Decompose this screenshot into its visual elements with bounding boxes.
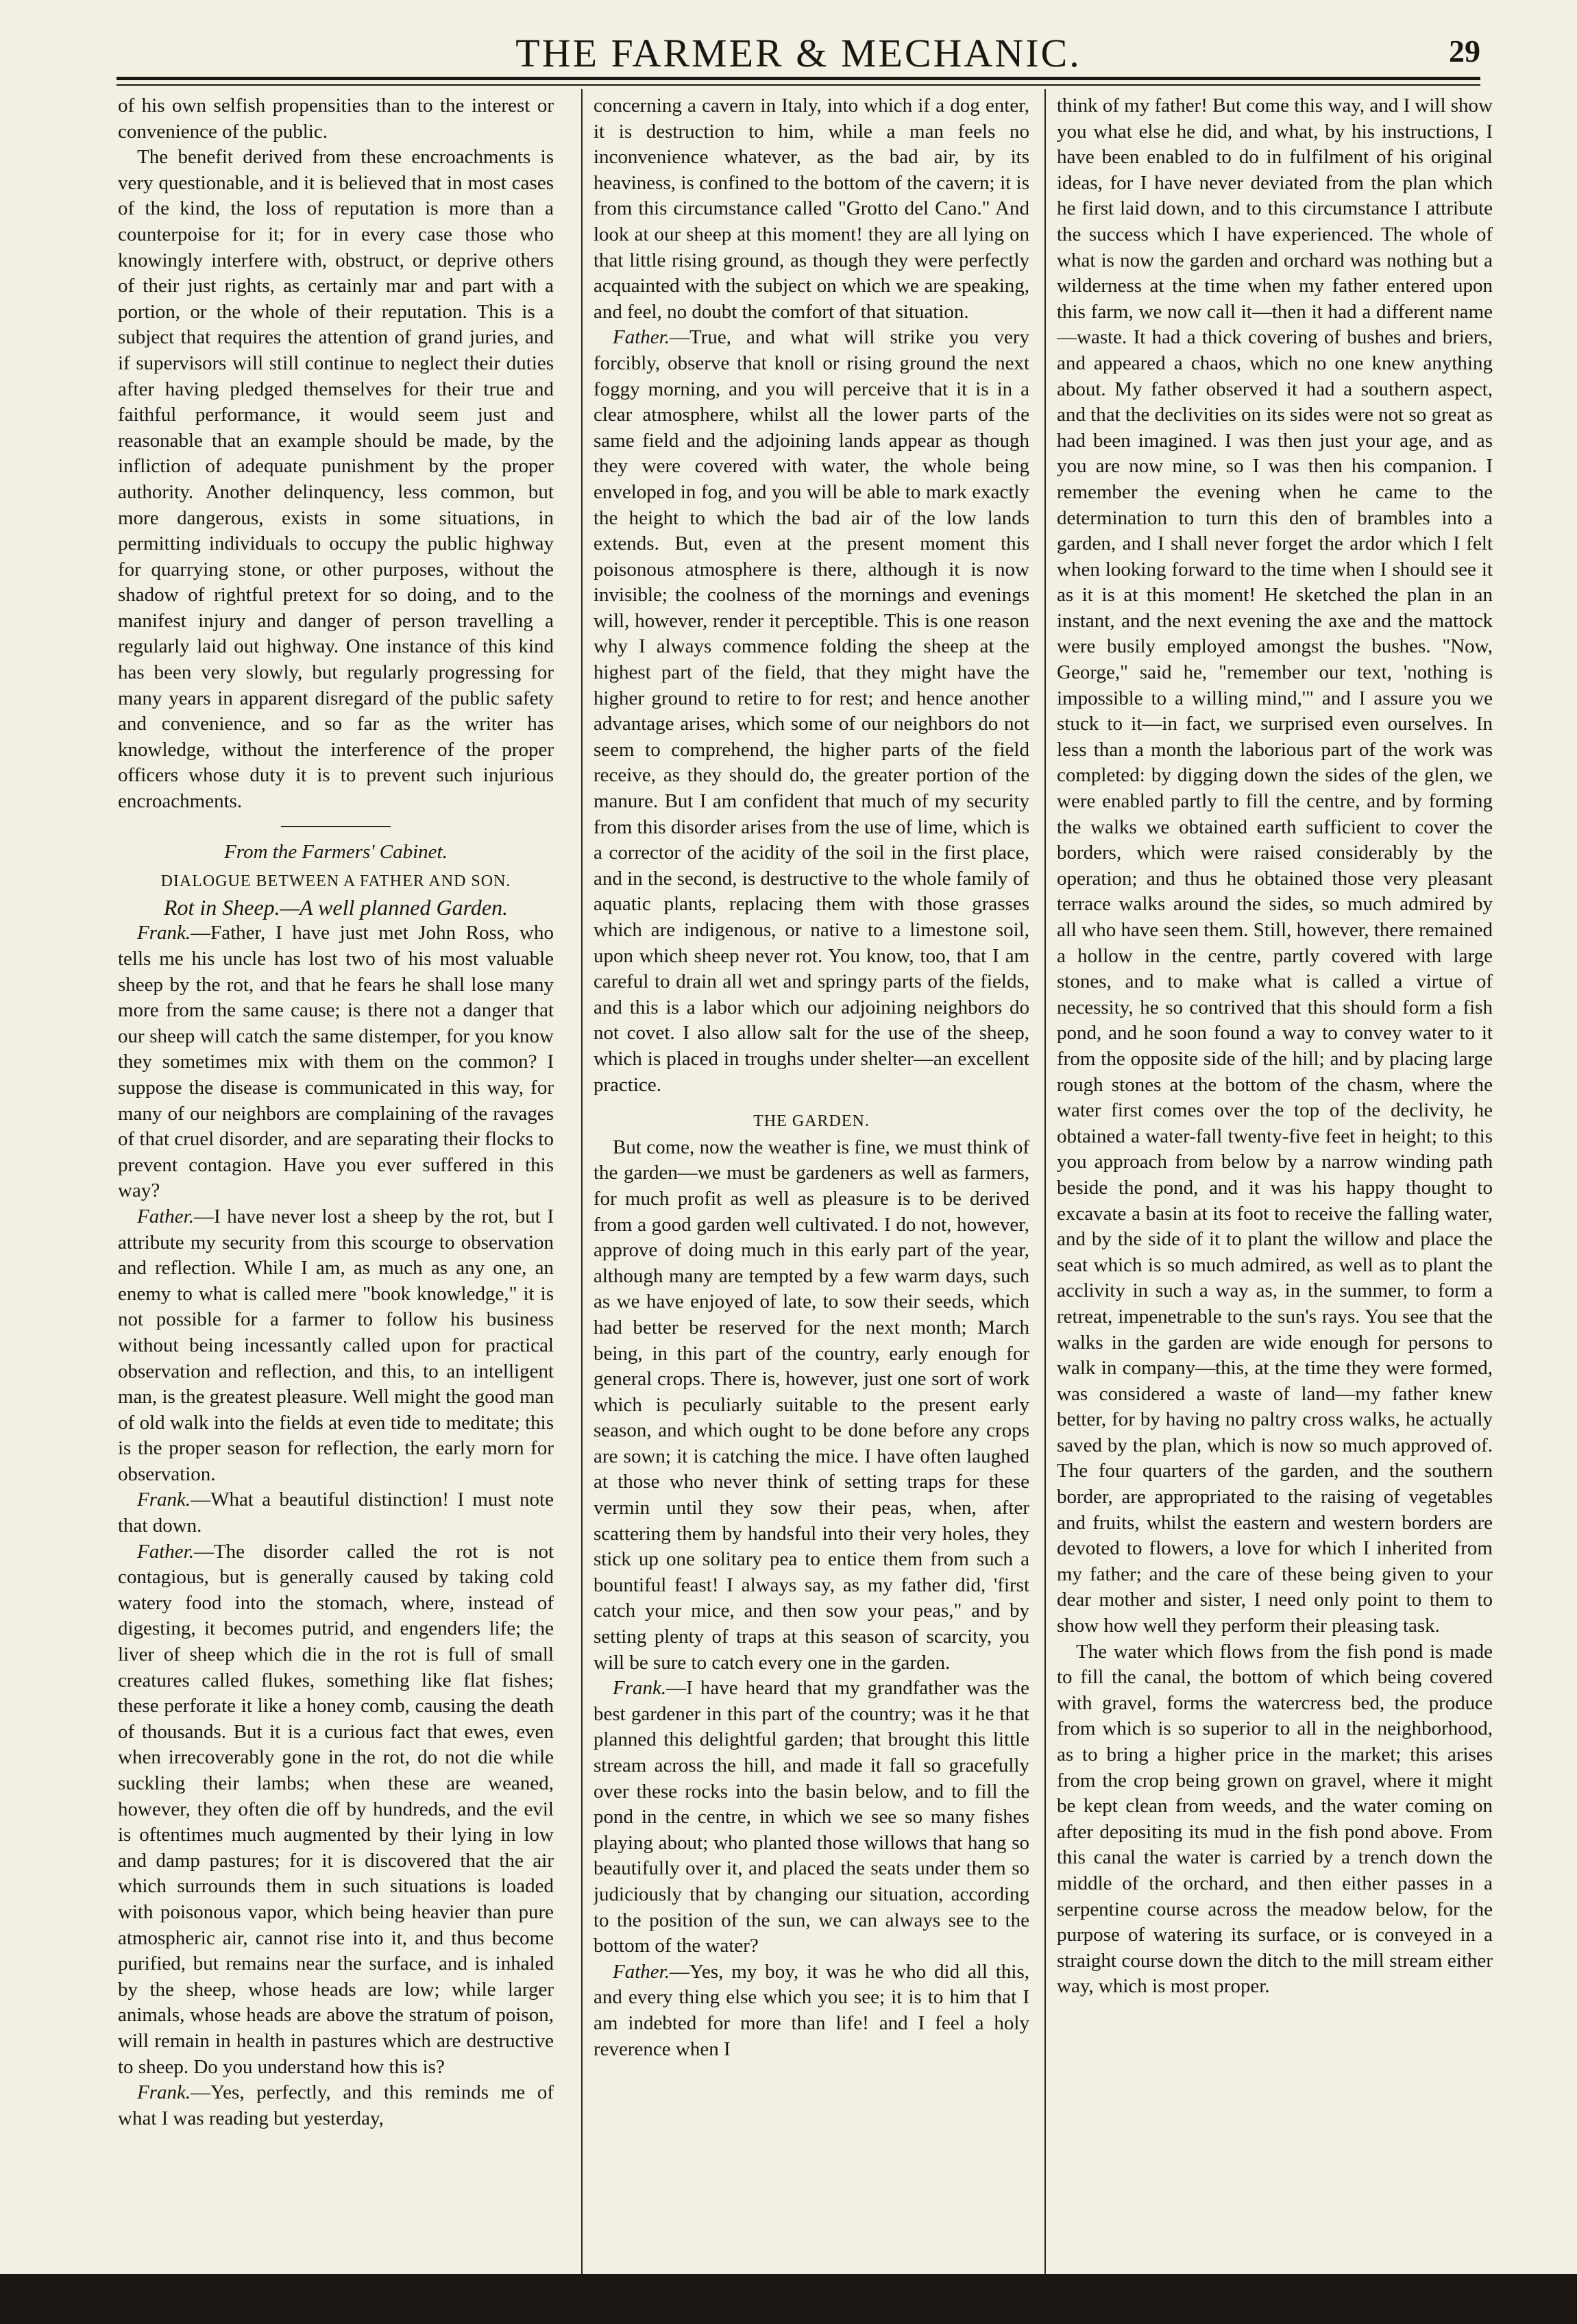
speaker-label: Father. <box>613 1960 670 1983</box>
speaker-label: Frank. <box>613 1677 667 1700</box>
speaker-label: Frank. <box>137 1489 191 1511</box>
speaker-label: Father. <box>613 326 670 349</box>
speaker-label: Frank. <box>137 2081 191 2104</box>
dialogue-text: —The disorder called the rot is not contagious, but is generally caused by taking cold watery food into the stomach, where, instead of digesting, it becomes putrid, and engenders life; the liver of sheep which die in the rot is full of small creatures called flukes, something like flat fishes; these perforate it like a honey comb, causing the death of thousands. But it is a curious fact that ewes, even when irrecoverably gone in the rot, do not die while suckling their lambs; when these are weaned, however, they often die off by hundreds, and the evil is oftentimes much augmented by their lying in low and damp pastures; for it is discovered that the air which surrounds them in such situations is loaded with poisonous vapor, which being heavier than pure atmospheric air, cannot rise into it, and thus become purified, but remains near the surface, and is inhaled by the sheep, whose heads are low; while larger animals, whose heads are above the stratum of poison, will remain in health in pastures which are destructive to sheep. Do you understand how this is? <box>118 1540 554 2078</box>
speaker-label: Father. <box>137 1205 194 1227</box>
header-rule <box>117 77 1480 80</box>
paragraph: of his own selfish propensities than to the interest or convenience of the public. <box>118 95 554 143</box>
section-heading: THE GARDEN. <box>753 1112 870 1131</box>
dialogue-text: —True, and what will strike you very forcibly, observe that knoll or rising ground the next foggy morning, and you will perceive that it is in a clear atmosphere, whilst all the lower parts of the same field and the adjoining lands appear as though they were covered with water, the whole being enveloped in fog, and you will be able to mark exactly the height to which the bad air of the low lands extends. But, even at the present moment this poisonous atmosphere is there, although it is now invisible; the coolness of the mornings and evenings will, however, render it perceptible. This is one reason why I always commence folding the sheep at the highest part of the field, that they might have the higher ground to retire to for rest; and hence another advantage arises, which some of our neighbors do not seem to comprehend, the higher parts of the field receive, as they should do, the greater portion of the manure. But I am confident that much of my security from this disorder arises from the use of lime, which is a corrector of the acidity of the soil in the first place, and in the second, is destructive to the whole family of aquatic plants, replacing them with those grasses which are indigenous, or native to a limestone soil, upon which sheep never rot. You know, too, that I am careful to drain all wet and springy parts of the fields, and this is a labor which our adjoining neighbors do not covet. I also allow salt for the use of the sheep, which is placed in troughs under shelter—an excellent practice. <box>594 326 1029 1096</box>
page-header <box>117 26 1480 81</box>
paragraph <box>594 325 1029 1098</box>
paragraph <box>118 1539 554 2080</box>
paragraph: The benefit derived from these encroachments is very questionable, and it is believed that in most cases of the kind, the loss of reputation is more than a counterpoise for it; for in every case those who knowingly interfere with, obstruct, or deprive others of their just rights, as certainly mar and part with a portion, or the whole of their reputation. This is a subject that requires the attention of grand juries, and if supervisors will still continue to neglect their duties after having pledged themselves for their true and faithful performance, it would seem just and reasonable that an example should be made, by the infliction of adequate punishment by the proper authority. Another delinquency, less common, but more dangerous, exists in some situations, in permitting individuals to occupy the public highway for quarrying stone, or other purposes, without the shadow of rightful pretext for so doing, and to the manifest injury and danger of person travelling a regularly laid out highway. One instance of this kind has been very slowly, but regularly progressing for many years in apparent disregard of the public safety and convenience, and so far as the writer has knowledge, without the interference of the proper officers whose duty it is to prevent such injurious encroachments. <box>118 146 554 813</box>
column-divider <box>581 89 583 2275</box>
column-middle <box>594 93 1029 2273</box>
paragraph <box>118 1487 554 1539</box>
paragraph: think of my father! But come this way, and I will show you what else he did, and what, by his instructions, I have been enabled to do in fulfilment of his original ideas, for I have never deviated from the plan which he first laid down, and to this circumstance I attribute the success which I have experienced. The whole of what is now the garden and orchard was nothing but a wilderness at the time when my father entered upon this farm, we now call it—then it had a different name—waste. It had a thick covering of bushes and briers, and appeared a chaos, which no one knew anything about. My father observed it had a southern aspect, and that the declivities on its sides were not so great as had been imagined. I was then just your age, and as you are now mine, so I was then his companion. I remember the evening when he came to the determination to turn this den of brambles into a garden, and I shall never forget the ardor which I felt when looking forward to the time when I should see it as it is at this moment! He sketched the plan in an instant, and the next evening the axe and the mattock were busily employed amongst the bushes. "Now, George," said he, "remember our text, 'nothing is impossible to a willing mind,'" and I assure you we stuck to it—in fact, we surprised even ourselves. In less than a month the laborious part of the work was completed: by digging down the sides of the glen, we were enabled partly to fill the centre, and by forming the walks we obtained earth sufficient to cover the borders, which were raised considerably by the operation; and thus he obtained those very pleasant terrace walks around the sides, so much admired by all who have seen them. Still, however, there remained a hollow in the centre, partly covered with large stones, and to make what is called a virtue of necessity, he so contrived that this should form a fish pond, and he soon found a way to convey water to it from the opposite side of the hill; and by placing large rough stones at the bottom of the chasm, where the water first comes over the top of the declivity, he obtained a water-fall twenty-five feet in height; to this you approach from below by a narrow winding path beside the pond, and it was his happy thought to excavate a basin at its foot to receive the falling water, and by the side of it to plant the willow and place the seat which is so much admired, as well as to plant the acclivity in such a way as, in the summer, to form a retreat, impenetrable to the sun's rays. You see that the walks in the garden are wide enough for persons to walk in company—this, at the time they were formed, was considered a waste of land—my father knew better, for by having no paltry cross walks, he actually saved by the plan, which is now so much approved of. The four quarters of the garden, and the southern border, are appropriated to the raising of vegetables and fruits, whilst the eastern and western borders are devoted to flowers, a love for which I inherited from my father; and the care of these being given to your dear mother and sister, I need only point to them to show how well they perform their pleasing task. <box>1057 95 1493 1637</box>
header-rule-thin <box>117 84 1480 86</box>
section-rule <box>281 826 391 827</box>
speaker-label: Father. <box>137 1540 194 1563</box>
article-source: From the Farmers' Cabinet. <box>224 840 448 863</box>
dialogue-text: —Father, I have just met John Ross, who tells me his uncle has lost two of his most valuable sheep by the rot, and that he fears he shall lose many more from the same cause; is there not a danger that our sheep will catch the same distemper, for you know they sometimes mix with them on the common? I suppose the disease is communicated in this way, for many of our neighbors are complaining of the ravages of that cruel disorder, and are separating their flocks to prevent contagion. Have you ever suffered in this way? <box>118 922 554 1202</box>
column-divider <box>1044 89 1046 2275</box>
running-title: THE FARMER & MECHANIC. <box>515 31 1081 75</box>
scan-edge-border <box>0 2274 1577 2324</box>
speaker-label: Frank. <box>137 922 191 944</box>
dialogue-text: —I have heard that my grandfather was the best gardener in this part of the country; was it he that planned this delightful garden; that brought this little stream across the hill, and made it fall so gracefully over these rocks into the basin below, and to fill the pond in the centre, in which we see so many fishes playing about; who planted those willows that hang so beautifully over it, and placed the seats under them so judiciously that by changing our situation, according to the position of the sun, we can always see to the bottom of the water? <box>594 1677 1029 1957</box>
paragraph <box>118 920 554 1204</box>
column-left <box>118 93 554 2273</box>
column-right <box>1057 93 1493 2273</box>
article-subtitle: Rot in Sheep.—A well planned Garden. <box>163 894 509 920</box>
paragraph <box>594 1959 1029 2062</box>
paragraph <box>594 1676 1029 1959</box>
paragraph <box>118 2080 554 2131</box>
page-number: 29 <box>1449 34 1480 69</box>
dialogue-text: —Yes, perfectly, and this reminds me of what I was reading but yesterday, <box>118 2081 554 2129</box>
paragraph: concerning a cavern in Italy, into which if a dog enter, it is destruction to him, while a man feels no inconvenience whatever, as the bad air, by its heaviness, is confined to the bottom of the cavern; it is from this circumstance called "Grotto del Cano." And look at our sheep at this moment! they are all lying on that little rising ground, as though they were perfectly acquainted with the subject on which we are speaking, and feel, no doubt the comfort of that situation. <box>594 95 1029 323</box>
paragraph: The water which flows from the fish pond is made to fill the canal, the bottom of which being covered with gravel, forms the watercress bed, the produce from which is so superior to all in the neighborhood, as to bring a higher price in the market; this arises from the crop being grown on gravel, where it might be kept clean from weeds, and the water coming on after depositing its mud in the fish pond above. From this canal the water is carried by a trench down the middle of the orchard, and then either passes in a serpentine course across the meadow below, for the purpose of watering its surface, or is conveyed in a straight course down the ditch to the mill stream either way, which is most proper. <box>1057 1640 1493 1998</box>
paragraph <box>118 1204 554 1488</box>
dialogue-text: —I have never lost a sheep by the rot, but I attribute my security from this scourge to observation and reflection. While I am, as much as any one, an enemy to what is called mere "book knowledge," it is not possible for a farmer to follow his business without being incessantly called upon for practical observation and reflection, and this, to an intelligent man, is the greatest pleasure. Well might the good man of old walk into the fields at even tide to meditate; this is the proper season for reflection, the early morn for observation. <box>118 1205 554 1485</box>
dialogue-text: —Yes, my boy, it was he who did all this, and every thing else which you see; it is to him that I am indebted for more than life! and I feel a holy reverence when I <box>594 1960 1029 2060</box>
paragraph: But come, now the weather is fine, we must think of the garden—we must be gardeners as well as farmers, for much profit as well as pleasure is to be derived from a good garden well cultivated. I do not, however, approve of doing much in this early part of the year, although many are tempted by a few warm days, such as we have enjoyed of late, to sow their seeds, which had better be reserved for the next month; March being, in this part of the country, early enough for general crops. There is, however, just one sort of work which is peculiarly suitable to the present early season, and which ought to be done before any crops are sown; it is catching the mice. I have often laughed at those who never think of setting traps for these vermin until they sow their peas, when, after scattering them by handsful into their very holes, they stick up one solitary pea to entice them from such a bountiful feast! I always say, as my father did, 'first catch your mice, and then sow your peas," and by setting plenty of traps at this season of scarcity, you will be sure to catch every one in the garden. <box>594 1136 1029 1674</box>
article-heading: DIALOGUE BETWEEN A FATHER AND SON. <box>160 872 511 891</box>
dialogue-text: —What a beautiful distinction! I must note that down. <box>118 1489 554 1537</box>
